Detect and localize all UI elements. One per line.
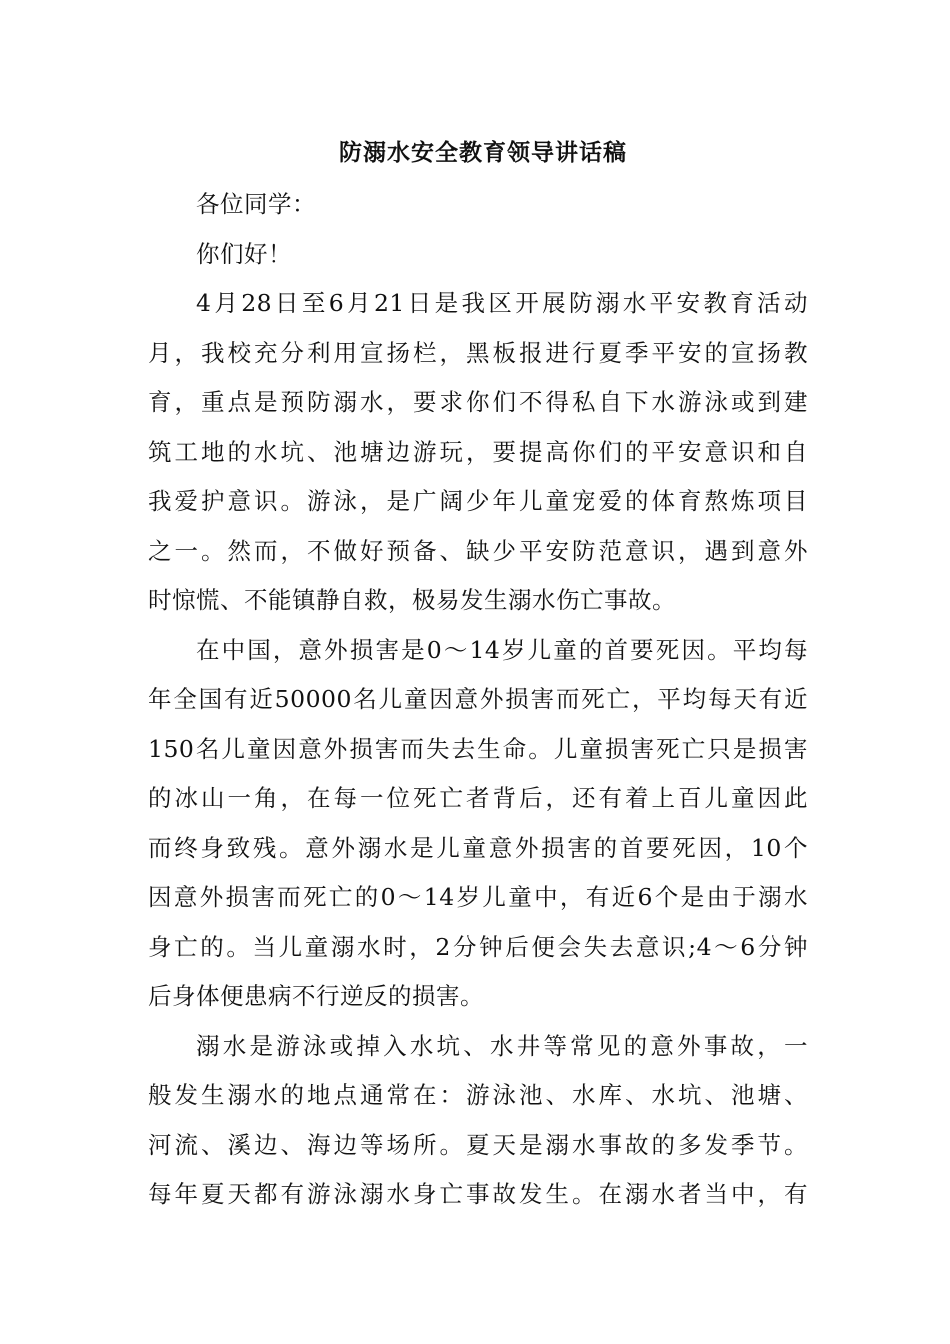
paragraph-line: 150名儿童因意外损害而失去生命。儿童损害死亡只是损害: [148, 734, 808, 763]
paragraph-line: 的冰山一角，在每一位死亡者背后，还有着上百儿童因此: [148, 784, 808, 812]
paragraph-line: 年全国有近50000名儿童因意外损害而死亡，平均每天有近: [148, 685, 808, 713]
paragraph-line: 在中国，意外损害是0～14岁儿童的首要死因。平均每: [196, 635, 808, 664]
salutation: 各位同学：: [196, 190, 316, 218]
greeting: 你们好！: [196, 239, 292, 268]
paragraph-line: 而终身致残。意外溺水是儿童意外损害的首要死因，10个: [148, 833, 808, 862]
paragraph-line: 筑工地的水坑、池塘边游玩，要提高你们的平安意识和自: [148, 437, 808, 466]
paragraph-line: 时惊慌、不能镇静自救，极易发生溺水伤亡事故。: [148, 586, 676, 614]
paragraph-line: 因意外损害而死亡的0～14岁儿童中，有近6个是由于溺水: [148, 883, 808, 911]
paragraph-line: 4月28日至6月21日是我区开展防溺水平安教育活动: [196, 289, 808, 317]
paragraph-line: 月，我校充分利用宣扬栏，黑板报进行夏季平安的宣扬教: [148, 338, 808, 367]
paragraph-line: 河流、溪边、海边等场所。夏天是溺水事故的多发季节。: [148, 1130, 808, 1159]
paragraph-line: 溺水是游泳或掉入水坑、水井等常见的意外事故，一: [196, 1031, 808, 1060]
paragraph-line: 般发生溺水的地点通常在：游泳池、水库、水坑、池塘、: [148, 1081, 808, 1109]
paragraph-line: 身亡的。当儿童溺水时，2分钟后便会失去意识;4～6分钟: [148, 932, 808, 961]
paragraph-line: 之一。然而，不做好预备、缺少平安防范意识，遇到意外: [148, 536, 808, 565]
paragraph-line: 后身体便患病不行逆反的损害。: [148, 982, 484, 1010]
paragraph-line: 育，重点是预防溺水，要求你们不得私自下水游泳或到建: [148, 388, 808, 416]
document-page: [148, 130, 808, 1220]
paragraph-line: 每年夏天都有游泳溺水身亡事故发生。在溺水者当中，有: [148, 1180, 808, 1208]
paragraph-3: [148, 1022, 808, 1220]
document-title: 防溺水安全教育领导讲话稿: [339, 140, 627, 166]
paragraph-1: [148, 279, 808, 626]
paragraph-2: [148, 626, 808, 1022]
paragraph-line: 我爱护意识。游泳，是广阔少年儿童宠爱的体育熬炼项目: [148, 487, 808, 515]
